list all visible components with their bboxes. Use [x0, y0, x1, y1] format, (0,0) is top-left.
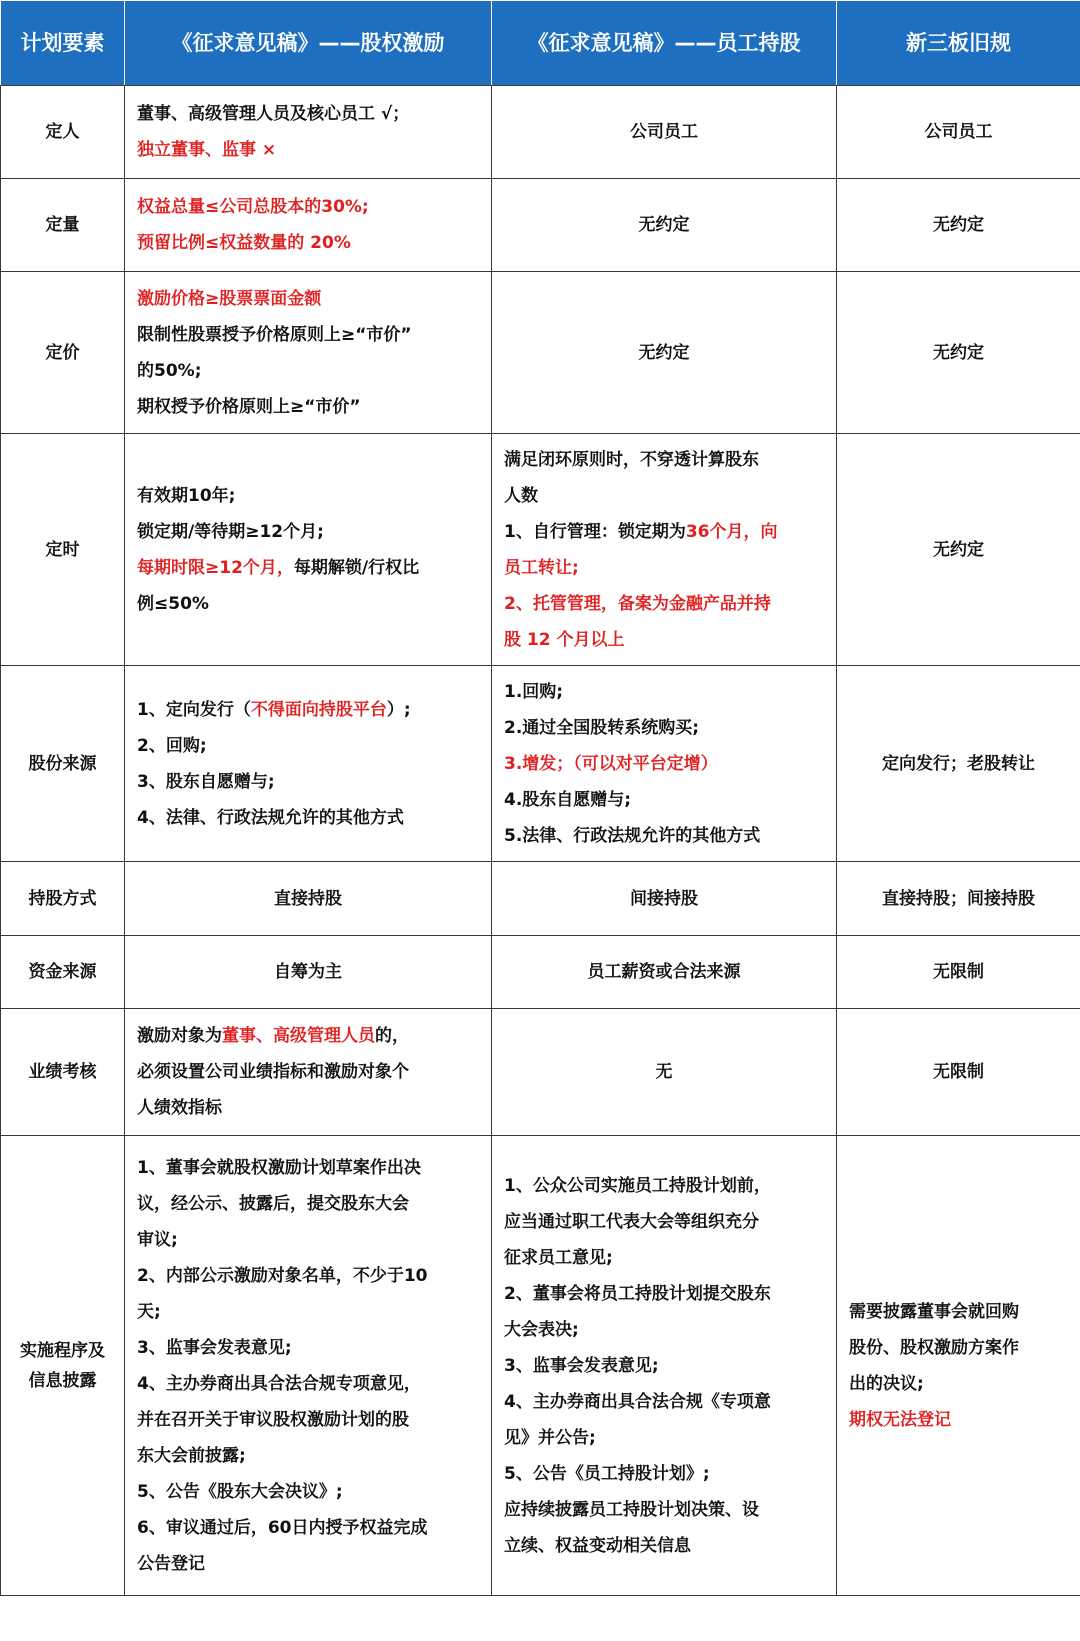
- header-old-rules: 新三板旧规: [837, 1, 1080, 86]
- cell-text-segment: 每期解锁/行权比: [293, 557, 420, 578]
- cell-line: [137, 1090, 479, 1126]
- cell-line: [504, 1348, 824, 1384]
- cell-line: [504, 442, 824, 478]
- cell-text: 无约定: [837, 179, 1080, 272]
- cell-line: [137, 189, 479, 225]
- cell-line: [504, 1528, 824, 1564]
- cell-line: [137, 353, 479, 389]
- row-label: [1, 1136, 125, 1596]
- cell-rich: [125, 1136, 492, 1596]
- cell-text-segment: 天;: [137, 1301, 161, 1322]
- cell-line: [137, 1402, 479, 1438]
- cell-rich: [125, 434, 492, 666]
- cell-text-segment: 激励对象为: [137, 1026, 222, 1046]
- cell-line: [504, 746, 824, 782]
- header-employee-shareholding: 《征求意见稿》——员工持股: [492, 1, 837, 86]
- cell-text-segment: 2.通过全国股转系统购买;: [504, 717, 700, 738]
- cell-line: [137, 1018, 479, 1054]
- table-row: [1, 434, 1080, 666]
- highlight-text: 36个月，向: [685, 521, 778, 542]
- table-row: [1, 179, 1080, 272]
- row-label-line: 信息披露: [28, 1370, 97, 1391]
- cell-text-segment: 例≤50%: [137, 593, 209, 614]
- table-row: [1, 936, 1080, 1009]
- highlight-text: 董事、高级管理人员: [222, 1026, 375, 1046]
- cell-text: 无: [492, 1009, 837, 1136]
- cell-line: [137, 1366, 479, 1402]
- row-label: 定时: [1, 434, 125, 666]
- cell-line: [137, 478, 479, 514]
- row-label: 定价: [1, 272, 125, 434]
- cell-line: [504, 514, 824, 550]
- highlight-text: 员工转让;: [504, 557, 579, 578]
- cell-text-segment: 3、监事会发表意见;: [137, 1337, 292, 1358]
- cell-line: [849, 1402, 1068, 1438]
- cell-text: 公司员工: [492, 86, 837, 179]
- cell-text-segment: 董事、高级管理人员及核心员工 √；: [137, 104, 410, 124]
- cell-text-segment: 5.法律、行政法规允许的其他方式: [504, 825, 761, 846]
- cell-line: [137, 1222, 479, 1258]
- cell-text-segment: 大会表决;: [504, 1319, 579, 1340]
- cell-line: [137, 1330, 479, 1366]
- cell-text-segment: 2、董事会将员工持股计划提交股东: [504, 1283, 771, 1304]
- cell-line: [504, 1276, 824, 1312]
- cell-rich: [837, 1136, 1080, 1596]
- cell-text-segment: 期权授予价格原则上≥“市价”: [137, 396, 361, 417]
- table-header-row: [1, 1, 1080, 86]
- cell-rich: [125, 86, 492, 179]
- cell-line: [504, 1168, 824, 1204]
- cell-text-segment: 锁定期/等待期≥12个月;: [137, 521, 324, 542]
- cell-text: 无约定: [492, 272, 837, 434]
- cell-line: [137, 550, 479, 586]
- highlight-text: 3.增发；（可以对平台定增）: [504, 753, 718, 774]
- cell-text-segment: 6、审议通过后，60日内授予权益完成: [137, 1517, 428, 1538]
- cell-line: [504, 622, 824, 658]
- cell-line: [137, 514, 479, 550]
- cell-text-segment: 5、公告《员工持股计划》;: [504, 1463, 710, 1484]
- cell-text-segment: 有效期10年;: [137, 485, 236, 506]
- table-row: [1, 1136, 1080, 1596]
- cell-text-segment: 满足闭环原则时，不穿透计算股东: [504, 449, 759, 470]
- highlight-text: 激励价格≥股票票面金额: [137, 288, 322, 309]
- cell-line: [504, 710, 824, 746]
- highlight-text: 2、托管管理，备案为金融产品并持: [504, 593, 771, 614]
- row-label: 业绩考核: [1, 1009, 125, 1136]
- cell-text-segment: 必须设置公司业绩指标和激励对象个: [137, 1062, 409, 1082]
- cell-text-segment: 公告登记: [137, 1553, 205, 1574]
- cell-line: [137, 317, 479, 353]
- cell-line: [137, 800, 479, 836]
- cell-text-segment: 征求员工意见;: [504, 1247, 613, 1268]
- highlight-text: 独立董事、监事 ×: [137, 140, 277, 160]
- cell-line: [137, 1510, 479, 1546]
- cell-text-segment: 4、法律、行政法规允许的其他方式: [137, 807, 404, 828]
- cell-text-segment: 4.股东自愿赠与;: [504, 789, 632, 810]
- highlight-text: 每期时限≥12个月，: [137, 557, 294, 578]
- row-label: 资金来源: [1, 936, 125, 1009]
- cell-text-segment: 需要披露董事会就回购: [849, 1301, 1019, 1322]
- cell-line: [504, 1492, 824, 1528]
- cell-line: [504, 782, 824, 818]
- cell-text-segment: 2、内部公示激励对象名单，不少于10: [137, 1265, 428, 1286]
- cell-line: [504, 1240, 824, 1276]
- cell-line: [137, 764, 479, 800]
- cell-text-segment: 应当通过职工代表大会等组织充分: [504, 1211, 759, 1232]
- cell-text-segment: 3、股东自愿赠与;: [137, 771, 275, 792]
- cell-text: 无限制: [837, 936, 1080, 1009]
- highlight-text: 预留比例≤权益数量的 20%: [137, 233, 351, 253]
- cell-line: [504, 674, 824, 710]
- cell-text: 员工薪资或合法来源: [492, 936, 837, 1009]
- cell-rich: [492, 434, 837, 666]
- cell-text: 无约定: [837, 434, 1080, 666]
- cell-rich: [125, 1009, 492, 1136]
- cell-text: 直接持股；间接持股: [837, 862, 1080, 936]
- cell-text: 间接持股: [492, 862, 837, 936]
- cell-text-segment: 的，: [375, 1026, 409, 1046]
- cell-text-segment: 股份、股权激励方案作: [849, 1337, 1019, 1358]
- cell-line: [137, 1150, 479, 1186]
- cell-text-segment: 的50%;: [137, 360, 202, 381]
- cell-rich: [125, 272, 492, 434]
- cell-line: [137, 389, 479, 425]
- cell-line: [504, 1456, 824, 1492]
- cell-line: [137, 1258, 479, 1294]
- cell-line: [137, 132, 479, 168]
- cell-text-segment: ）;: [386, 699, 411, 720]
- cell-line: [504, 1420, 824, 1456]
- cell-line: [137, 586, 479, 622]
- cell-text-segment: 4、主办券商出具合法合规《专项意: [504, 1391, 771, 1412]
- cell-text-segment: 1、自行管理：锁定期为: [504, 521, 686, 542]
- row-label: 定人: [1, 86, 125, 179]
- cell-line: [137, 1474, 479, 1510]
- cell-text-segment: 限制性股票授予价格原则上≥“市价”: [137, 324, 412, 345]
- cell-rich: [492, 666, 837, 862]
- cell-rich: [125, 179, 492, 272]
- cell-text-segment: 3、监事会发表意见;: [504, 1355, 659, 1376]
- cell-line: [504, 818, 824, 854]
- cell-line: [137, 1186, 479, 1222]
- row-label: 持股方式: [1, 862, 125, 936]
- table-row: [1, 1009, 1080, 1136]
- cell-line: [137, 728, 479, 764]
- cell-text-segment: 4、主办券商出具合法合规专项意见，: [137, 1373, 421, 1394]
- header-equity-incentive: 《征求意见稿》——股权激励: [125, 1, 492, 86]
- highlight-text: 股 12 个月以上: [504, 629, 625, 650]
- cell-line: [137, 1438, 479, 1474]
- cell-line: [504, 586, 824, 622]
- row-label-line: 实施程序及: [20, 1340, 105, 1361]
- cell-line: [137, 1294, 479, 1330]
- cell-line: [504, 1204, 824, 1240]
- cell-line: [504, 1384, 824, 1420]
- cell-line: [137, 1054, 479, 1090]
- cell-text-segment: 人绩效指标: [137, 1098, 222, 1118]
- cell-line: [137, 225, 479, 261]
- cell-line: [504, 550, 824, 586]
- cell-text-segment: 应持续披露员工持股计划决策、设: [504, 1499, 759, 1520]
- cell-text-segment: 人数: [504, 485, 538, 506]
- cell-text: 自筹为主: [125, 936, 492, 1009]
- cell-text: 直接持股: [125, 862, 492, 936]
- cell-text-segment: 东大会前披露;: [137, 1445, 246, 1466]
- table-row: [1, 666, 1080, 862]
- cell-line: [137, 96, 479, 132]
- row-label: 股份来源: [1, 666, 125, 862]
- cell-line: [137, 692, 479, 728]
- cell-text-segment: 见》并公告;: [504, 1427, 596, 1448]
- cell-line: [849, 1366, 1068, 1402]
- cell-text: 无约定: [837, 272, 1080, 434]
- cell-text: 公司员工: [837, 86, 1080, 179]
- cell-text: 定向发行；老股转让: [837, 666, 1080, 862]
- cell-text-segment: 议，经公示、披露后，提交股东大会: [137, 1193, 409, 1214]
- cell-text: 无限制: [837, 1009, 1080, 1136]
- cell-text-segment: 出的决议;: [849, 1373, 924, 1394]
- cell-line: [504, 478, 824, 514]
- cell-line: [137, 281, 479, 317]
- cell-text-segment: 1、董事会就股权激励计划草案作出决: [137, 1157, 421, 1178]
- cell-text-segment: 1、公众公司实施员工持股计划前，: [504, 1175, 771, 1196]
- highlight-text: 不得面向持股平台: [250, 699, 387, 720]
- cell-text-segment: 5、公告《股东大会决议》;: [137, 1481, 343, 1502]
- cell-text-segment: 2、回购;: [137, 735, 207, 756]
- cell-text-segment: 并在召开关于审议股权激励计划的股: [137, 1409, 409, 1430]
- header-plan-element: 计划要素: [1, 1, 125, 86]
- cell-text-segment: 1、定向发行（: [137, 699, 251, 720]
- cell-text-segment: 1.回购;: [504, 681, 564, 702]
- cell-line: [137, 1546, 479, 1582]
- cell-rich: [125, 666, 492, 862]
- cell-line: [849, 1294, 1068, 1330]
- table-row: [1, 272, 1080, 434]
- table-row: [1, 862, 1080, 936]
- cell-text-segment: 立续、权益变动相关信息: [504, 1535, 691, 1556]
- table-row: [1, 86, 1080, 179]
- highlight-text: 权益总量≤公司总股本的30%;: [137, 197, 369, 217]
- cell-text: 无约定: [492, 179, 837, 272]
- cell-line: [504, 1312, 824, 1348]
- cell-text-segment: 审议;: [137, 1229, 178, 1250]
- highlight-text: 期权无法登记: [849, 1409, 951, 1430]
- row-label: 定量: [1, 179, 125, 272]
- cell-rich: [492, 1136, 837, 1596]
- cell-line: [849, 1330, 1068, 1366]
